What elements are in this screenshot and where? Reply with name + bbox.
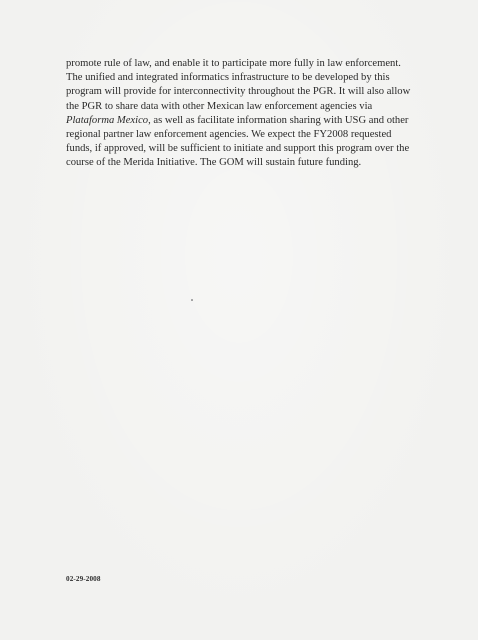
paragraph-line: program will provide for interconnectivity throughout the PGR. It will also allow — [66, 86, 411, 98]
paragraph-line — [66, 114, 438, 128]
paragraph-line-rest: , as well as facilitate information sharing with USG and other — [148, 114, 409, 126]
paragraph-line: The unified and integrated informatics infrastructure to be developed by this — [66, 72, 390, 84]
paragraph-line: funds, if approved, will be sufficient to initiate and support this program over the — [66, 143, 410, 155]
paragraph-line: the PGR to share data with other Mexican law enforcement agencies via — [66, 100, 373, 112]
paragraph-line: course of the Merida Initiative. The GOM will sustain future funding. — [66, 157, 362, 169]
paragraph-line: promote rule of law, and enable it to participate more fully in law enforcement. — [66, 58, 401, 69]
body-paragraph — [66, 57, 438, 171]
paragraph-line: regional partner law enforcement agencies. We expect the FY2008 requested — [66, 129, 392, 141]
footer-date: 02-29-2008 — [66, 575, 101, 583]
scan-speck — [191, 299, 193, 301]
platform-name-italic: Plataforma Mexico — [66, 114, 149, 126]
